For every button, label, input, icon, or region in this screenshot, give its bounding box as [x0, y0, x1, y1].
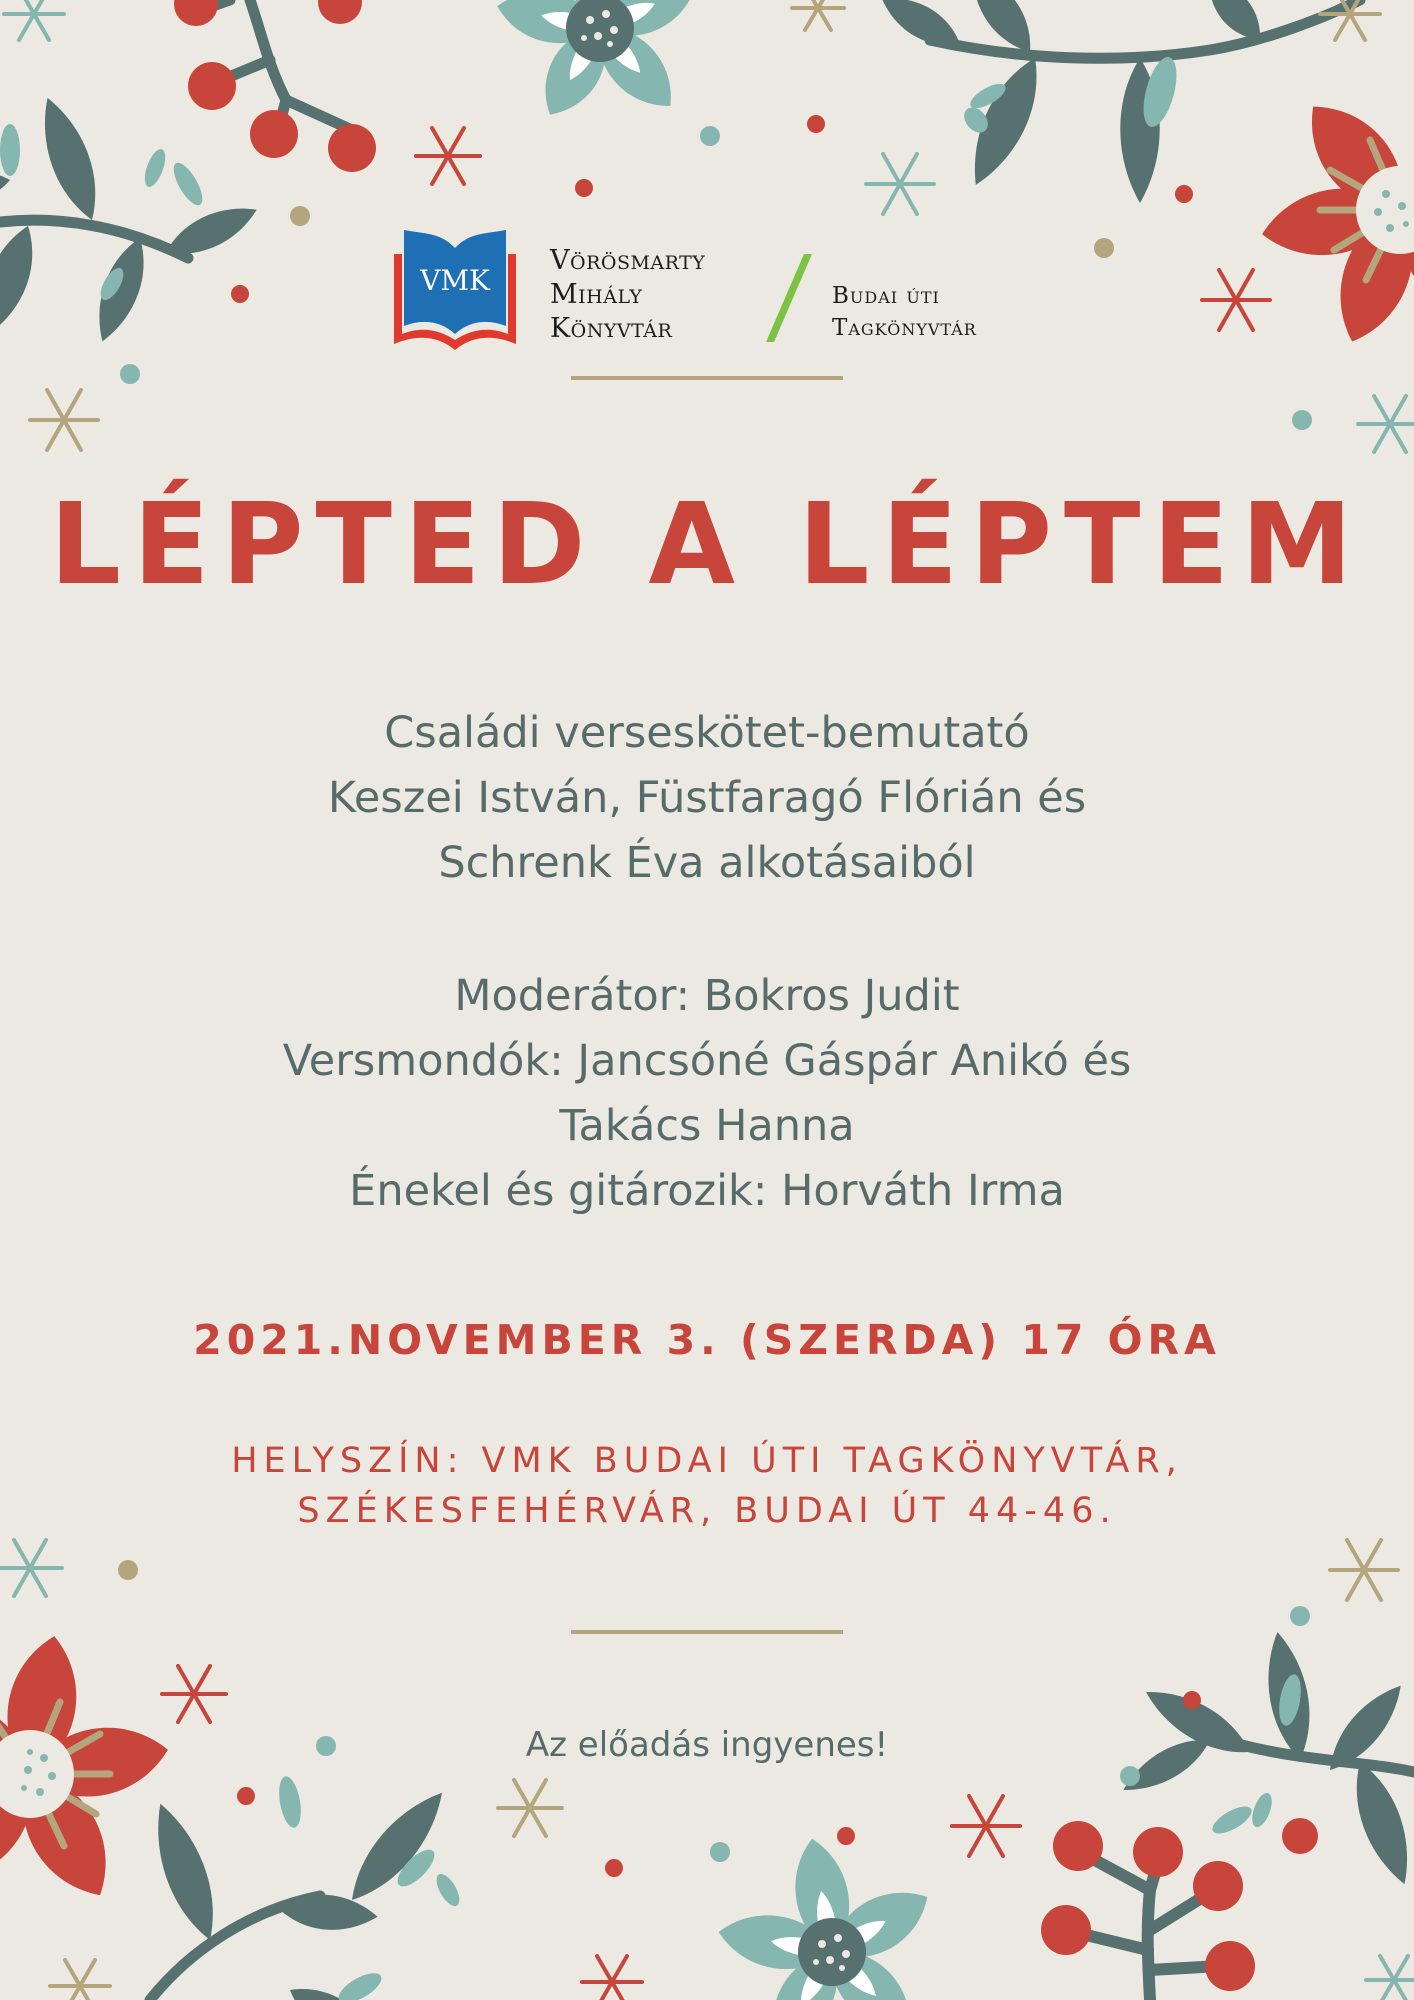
logo-divider-slash	[760, 252, 818, 344]
red-flower-bottom-left	[0, 1630, 174, 1912]
description-line: Családi verseskötet-bemutató	[384, 708, 1030, 758]
description-line: Schrenk Éva alkotásaiból	[438, 838, 976, 888]
event-date-time: 2021.NOVEMBER 3. (SZERDA) 17 ÓRA	[193, 1316, 1221, 1364]
credits-line: Versmondók: Jancsóné Gáspár Anikó és	[282, 1036, 1132, 1086]
description-line: Keszei István, Füstfaragó Flórián és	[327, 773, 1087, 823]
red-flower-top-right	[1257, 86, 1414, 353]
divider-top	[571, 376, 843, 380]
library-name-line: Vörösmarty	[550, 245, 706, 276]
branch-name-line: Tagkönyvtár	[832, 315, 977, 341]
library-name-line: Könyvtár	[550, 313, 673, 344]
credits-line: Takács Hanna	[559, 1101, 855, 1151]
venue-line: SZÉKESFEHÉRVÁR, BUDAI ÚT 44-46.	[297, 1491, 1117, 1531]
event-credits	[70, 964, 1344, 1224]
credits-line: Énekel és gitározik: Horváth Irma	[349, 1166, 1065, 1216]
library-name-line: Mihály	[550, 279, 643, 310]
teal-flower-bottom	[714, 1834, 940, 2000]
divider-bottom	[571, 1630, 843, 1634]
teal-drops-top-left	[0, 124, 208, 304]
logo-emblem-text: VMK	[420, 264, 490, 297]
event-venue	[0, 1436, 1414, 1536]
event-title: LÉPTED A LÉPTEM	[49, 480, 1365, 610]
branch-name-line: Budai úti	[832, 283, 940, 309]
event-description	[70, 701, 1344, 896]
admission-note: Az előadás ingyenes!	[525, 1725, 889, 1765]
library-name	[550, 244, 705, 346]
credits-line: Moderátor: Bokros Judit	[454, 971, 960, 1021]
leaves-top-right	[874, 0, 1272, 203]
teal-flower-top	[492, 0, 706, 127]
venue-line: HELYSZÍN: VMK BUDAI ÚTI TAGKÖNYVTÁR,	[231, 1441, 1183, 1481]
vmk-book-logo	[388, 226, 522, 360]
branch-name	[832, 280, 977, 344]
